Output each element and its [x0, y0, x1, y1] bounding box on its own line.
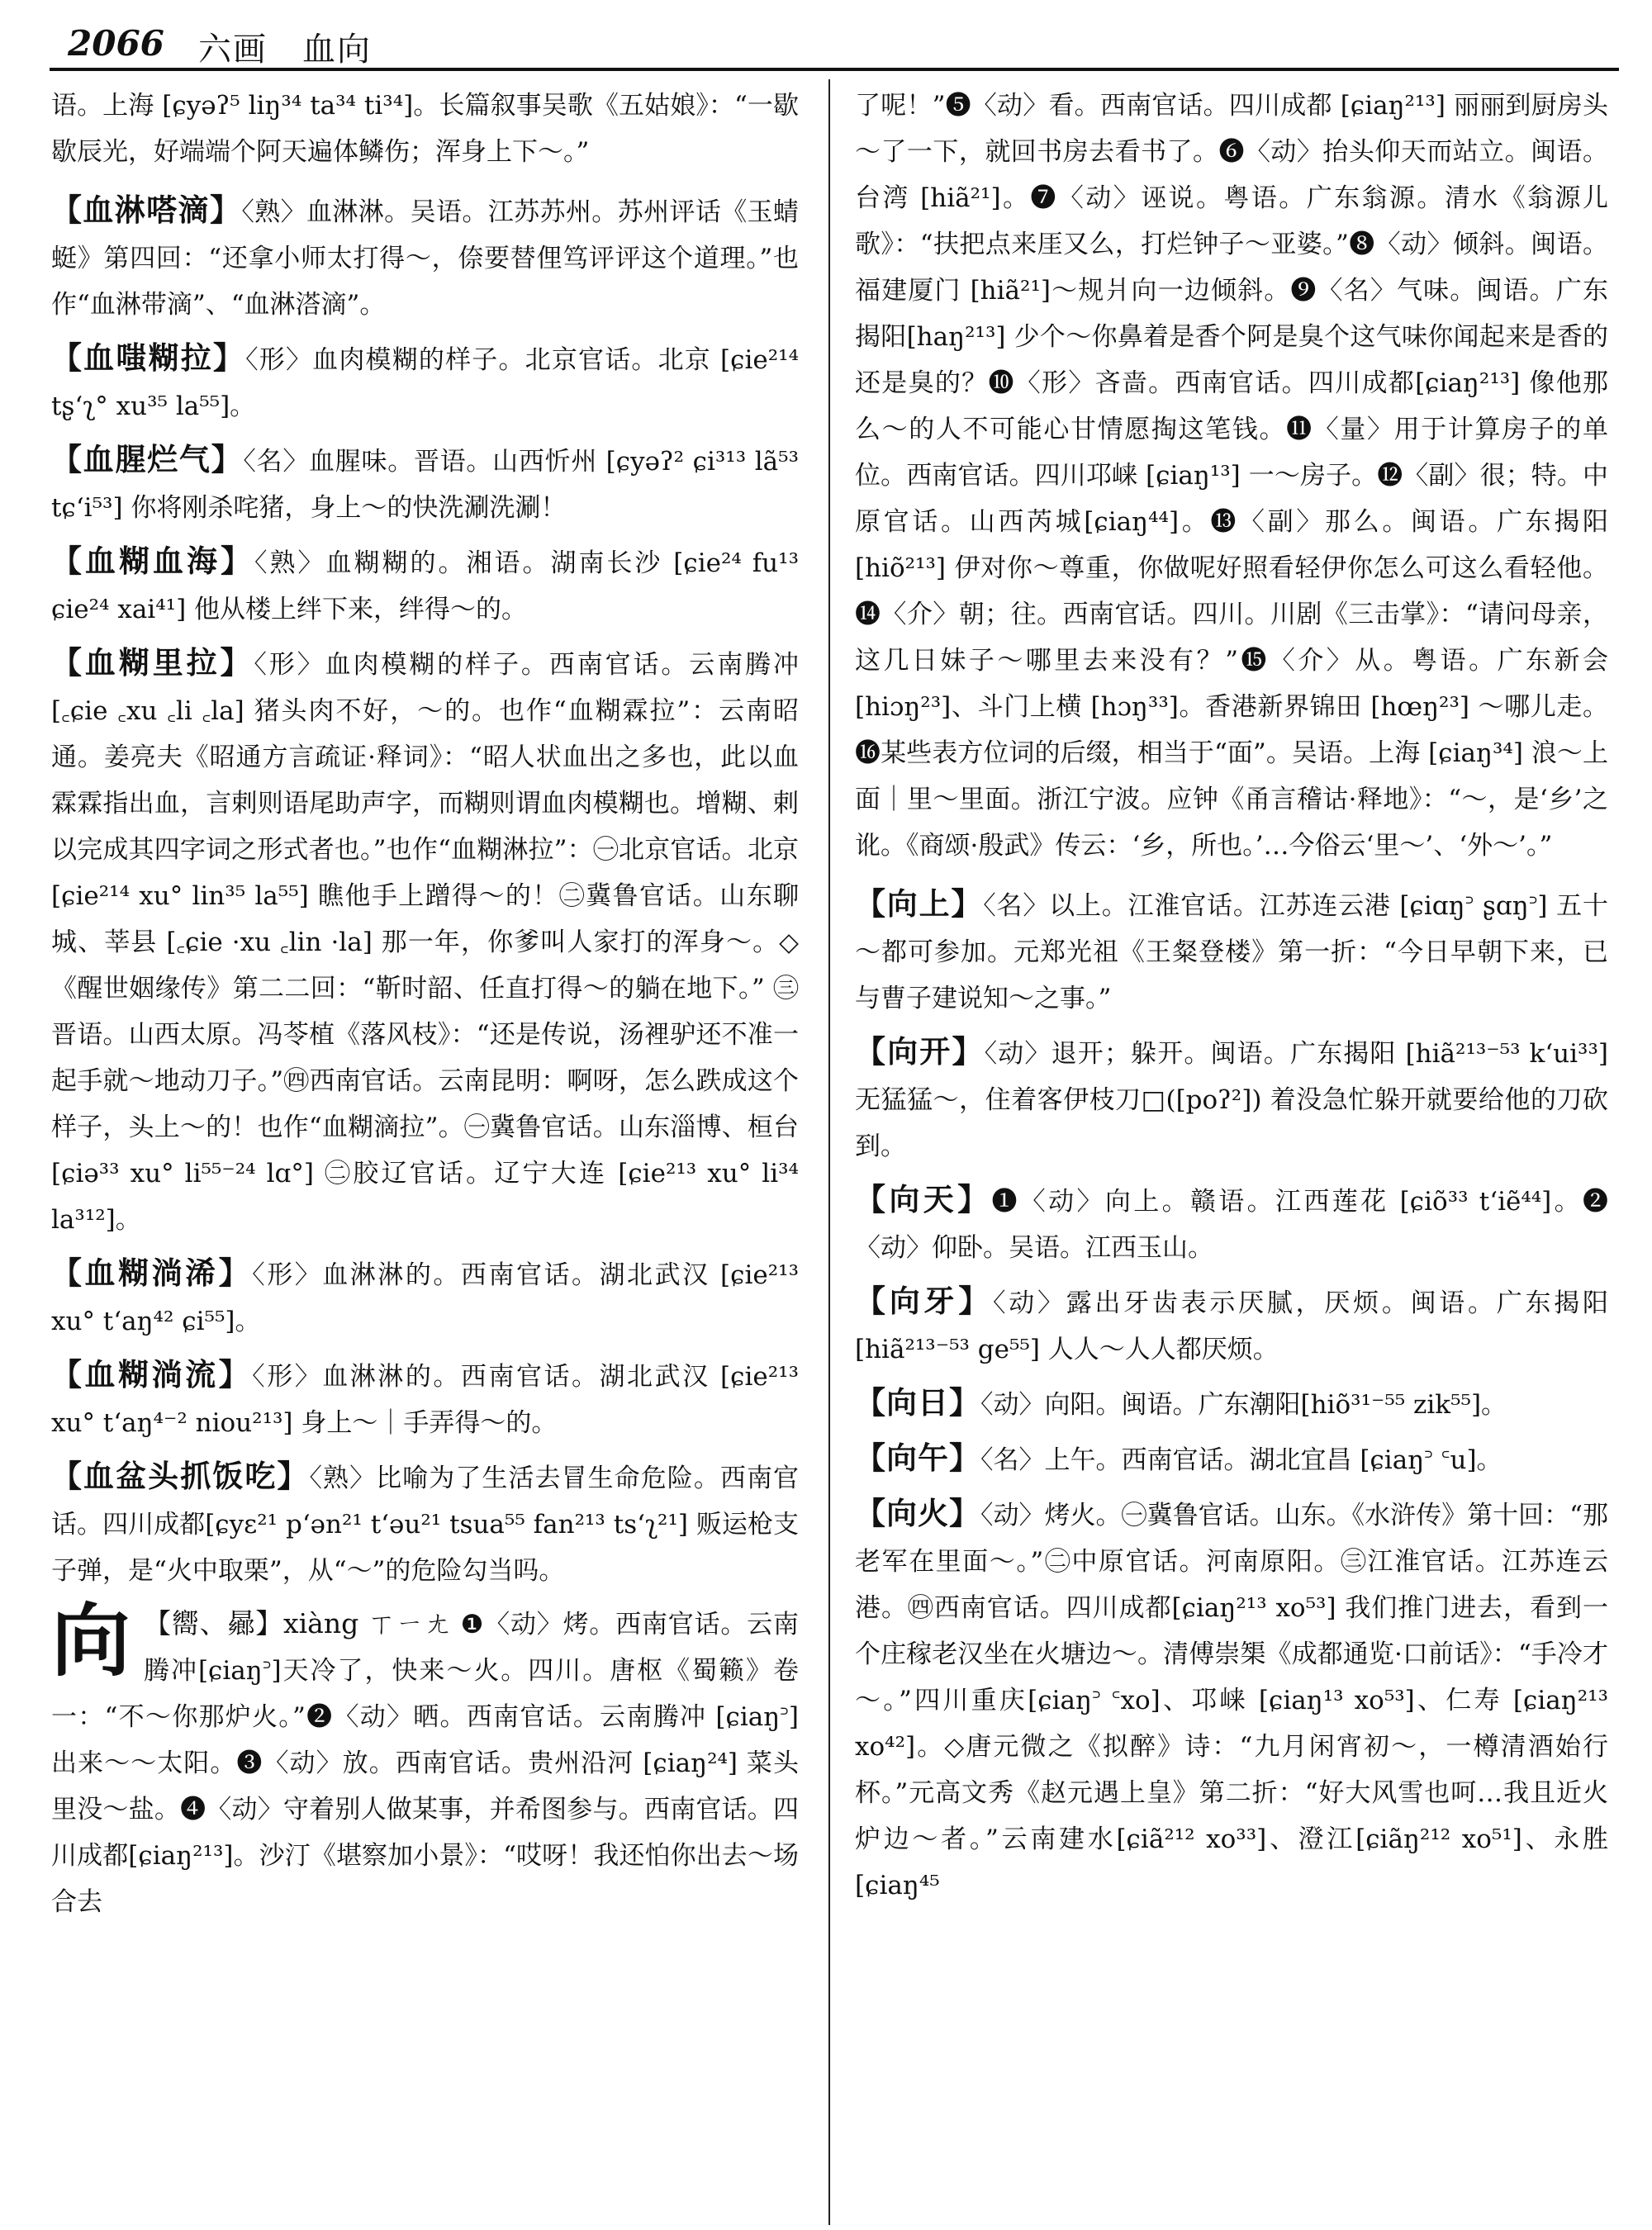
main-character: 向 [51, 1594, 131, 1687]
entry-headword: 【向天】 [855, 1181, 992, 1217]
right-column [855, 83, 1608, 2222]
dictionary-entry [855, 1278, 1608, 1373]
entry-headword: 【血腥烂气】 [51, 441, 244, 477]
dictionary-entry [51, 639, 799, 1243]
entry-headword: 【血嗤糊拉】 [51, 339, 246, 376]
page-number: 2066 [68, 23, 164, 64]
entry-body: 〈动〉露出牙齿表示厌腻，厌烦。闽语。广东揭阳 [hiã²¹³⁻⁵³ ge⁵⁵] 人人～人人都厌烦。 [855, 1288, 1608, 1364]
entry-headword: 【向火】 [855, 1495, 981, 1531]
entry-body: 〈形〉血肉模糊的样子。北京官话。北京 [ɕie²¹⁴ tʂʻʅ° xu³⁵ la⁵⁵]。 [51, 345, 799, 421]
entry-body: 〈名〉上午。西南官话。湖北宜昌 [ɕiaŋ꜄ ꜂u]。 [980, 1445, 1502, 1475]
dictionary-entry [51, 187, 799, 328]
column-divider [828, 79, 830, 2225]
dictionary-entry [855, 880, 1608, 1022]
entry-body: 〈动〉退开；躲开。闽语。广东揭阳 [hiã²¹³⁻⁵³ kʻui³³] 无猛猛～，住着客伊枝刀□([poʔ²]) 着没急忙躲开就要给他的刀砍到。 [855, 1039, 1608, 1161]
entry-body: 〈动〉向阳。闽语。广东潮阳[hiõ³¹⁻⁵⁵ zik⁵⁵]。 [980, 1390, 1507, 1420]
dictionary-entry [855, 1379, 1608, 1428]
entry-headword: 【向牙】 [855, 1283, 993, 1319]
dictionary-entry [855, 1176, 1608, 1271]
dictionary-entry [51, 1453, 799, 1594]
entry-body: 〈形〉血肉模糊的样子。西南官话。云南腾冲 [꜀ɕie ꜀xu ꜀li ꜀la] 猪头肉不好，～的。也作“血糊霖拉”：云南昭通。姜亮夫《昭通方言疏证·释词》：“昭人状血出之多也，此以血霖霖指出血，言剌则语尾助声字，而糊则谓血肉模糊也。增糊、剌以完成其四字词之形式者也。”也作“血糊淋拉”：㊀北京官话。北京 [ɕie²¹⁴ xu° lin³⁵ la⁵⁵] 瞧他手上蹭得～的！㊁冀鲁官话。山东聊城、莘县 [꜀ɕie ·xu ꜀lin ·la] 那一年，你爹叫人家打的浑身～。◇《醒世姻缘传》第二二回：“靳时韶、任直打得～的躺在地下。” ㊂晋语。山西太原。冯苓植《落风枝》：“还是传说，汤裡驴还不准一起手就～地动刀子。”㊃西南官话。云南昆明：啊呀，怎么跌成这个样子，头上～的！也作“血糊滴拉”。㊀冀鲁官话。山东淄博、桓台[ɕiə³³ xu° li⁵⁵⁻²⁴ lɑ°] ㊁胶辽官话。辽宁大连 [ɕie²¹³ xu° li³⁴ la³¹²]。 [51, 650, 799, 1235]
dictionary-entry [51, 436, 799, 531]
dictionary-entry [51, 538, 799, 633]
continuation-text: 语。上海 [ɕyəʔ⁵ liŋ³⁴ ta³⁴ ti³⁴]。长篇叙事吴歌《五姑娘》：“一歇歇辰光，好端端个阿天遍体鳞伤；浑身上下～。” [51, 91, 799, 167]
dictionary-entry [855, 1028, 1608, 1170]
entry-headword: 【向开】 [855, 1033, 985, 1070]
section-title: 六画 血向 [198, 31, 372, 69]
entry-headword: 【血盆头抓饭吃】 [51, 1458, 310, 1494]
entry-headword: 【向上】 [855, 885, 984, 922]
entry-body: ❶〈动〉向上。赣语。江西莲花 [ɕiõ³³ tʻiẽ⁴⁴]。❷〈动〉仰卧。吴语。江西玉山。 [855, 1187, 1608, 1263]
entry-body: 〈动〉烤火。㊀冀鲁官话。山东。《水浒传》第十回：“那老军在里面～。”㊁中原官话。河南原阳。㊂江淮官话。江苏连云港。㊃西南官话。四川成都[ɕiaŋ²¹³ xo⁵³] 我们推门进去，看到一个庄稼老汉坐在火塘边～。清傅崇榘《成都通览·口前话》：“手冷才～。”四川重庆[ɕiaŋ꜄ ꜂xo]、邛崃 [ɕiaŋ¹³ xo⁵³]、仁寿 [ɕiaŋ²¹³ xo⁴²]。◇唐元微之《拟醉》诗：“九月闲宵初～，一樽清酒始行杯。”元高文秀《赵元遇上皇》第二折：“好大风雪也呵…我且近火炉边～者。”云南建水[ɕiã²¹² xo³³]、澄江[ɕiãŋ²¹² xo⁵¹]、永胜 [ɕiaŋ⁴⁵ [855, 1501, 1608, 1900]
entry-body: 〈熟〉血糊糊的。湘语。湖南长沙 [ɕie²⁴ fu¹³ ɕie²⁴ xai⁴¹] 他从楼上绊下来，绊得～的。 [51, 548, 799, 624]
dictionary-entry [51, 334, 799, 429]
entry-headword: 【血糊里拉】 [51, 644, 254, 681]
character-variants-pinyin: 【嚮、曏】xiàng ㄒㄧㄤ [144, 1607, 452, 1639]
entry-headword: 【血糊血海】 [51, 543, 254, 579]
dictionary-entry [855, 1490, 1608, 1909]
entry-body: 〈名〉血腥味。晋语。山西忻州 [ɕyəʔ² ɕi³¹³ lã⁵³ tɕʻi⁵³] 你将刚杀咤猪，身上～的快洗涮洗涮！ [51, 447, 799, 523]
entry-body: ❶〈动〉烤。西南官话。云南腾冲[ɕiaŋ꜄]天冷了，快来～火。四川。唐枢《蜀籁》卷一：“不～你那炉火。”❷〈动〉晒。西南官话。云南腾冲 [ɕiaŋ꜄] 出来～～太阳。❸〈动〉放。西南官话。贵州沿河 [ɕiaŋ²⁴] 菜头里没～盐。❹〈动〉守着别人做某事，并希图参与。西南官话。四川成都[ɕiaŋ²¹³]。沙汀《堪察加小景》：“哎呀！我还怕你出去～场合去 [51, 1610, 799, 1917]
entry-body: 〈形〉血淋淋的。西南官话。湖北武汉 [ɕie²¹³ xu° tʻaŋ⁴⁻² niou²¹³] 身上～｜手弄得～的。 [51, 1362, 799, 1438]
dictionary-entry [51, 1351, 799, 1446]
left-column [51, 83, 799, 2222]
entry-body: 〈形〉血淋淋的。西南官话。湖北武汉 [ɕie²¹³ xu° tʻaŋ⁴² ɕi⁵⁵]。 [51, 1260, 799, 1336]
entry-headword: 【血糊淌流】 [51, 1356, 253, 1393]
entry-body: 〈熟〉血淋淋。吴语。江苏苏州。苏州评话《玉蜻蜓》第四回：“还拿小师太打得～，倷要替俚笃评评这个道理。”也作“血淋带滴”、“血淋溚滴”。 [51, 197, 799, 320]
entry-headword: 【向午】 [855, 1440, 980, 1476]
entry-headword: 【血淋嗒滴】 [51, 192, 242, 228]
entry-headword: 【血糊淌浠】 [51, 1255, 253, 1291]
page-header [50, 18, 1619, 71]
entry-body: 〈熟〉比喻为了生活去冒生命危险。西南官话。四川成都[ɕyɛ²¹ pʻən²¹ tʻəu²¹ tsua⁵⁵ fan²¹³ tsʻʅ²¹] 贩运枪支子弹，是“火中取栗”，从“～”的危险勾当吗。 [51, 1464, 799, 1586]
dictionary-entry [855, 1435, 1608, 1483]
entry-headword: 【向日】 [855, 1384, 980, 1421]
entry-body: 〈名〉以上。江淮官话。江苏连云港 [ɕiɑŋ꜄ ʂɑŋ꜄] 五十～都可参加。元郑光祖《王粲登楼》第一折：“今日早朝下来，已与曹子建说知～之事。” [855, 891, 1608, 1013]
continuation-text: 了呢！”❺〈动〉看。西南官话。四川成都 [ɕiaŋ²¹³] 丽丽到厨房头～了一下，就回书房去看书了。❻〈动〉抬头仰天而站立。闽语。台湾 [hiã²¹]。❼〈动〉诬说。粤语。广东翁源。清水《翁源儿歌》：“扶把点来厓又么，打烂钟子～亚婆。”❽〈动〉倾斜。闽语。福建厦门 [hiã²¹]～规爿向一边倾斜。❾〈名〉气味。闽语。广东揭阳[haŋ²¹³] 少个～你鼻着是香个阿是臭个这气味你闻起来是香的还是臭的？❿〈形〉吝啬。西南官话。四川成都[ɕiaŋ²¹³] 像他那么～的人不可能心甘情愿掏这笔钱。⓫〈量〉用于计算房子的单位。西南官话。四川邛崃 [ɕiaŋ¹³] 一～房子。⓬〈副〉很；特。中原官话。山西芮城[ɕiaŋ⁴⁴]。⓭〈副〉那么。闽语。广东揭阳 [hiõ²¹³] 伊对你～尊重，你做呢好照看轻伊你怎么可这么看轻他。⓮〈介〉朝；往。西南官话。四川。川剧《三击掌》：“请问母亲，这几日妹子～哪里去来没有？”⓯〈介〉从。粤语。广东新会 [hiɔŋ²³]、斗门上横 [hɔŋ³³]。香港新界锦田 [hœŋ²³] ～哪儿走。⓰某些表方位词的后缀，相当于“面”。吴语。上海 [ɕiaŋ³⁴] 浪～上面｜里～里面。浙江宁波。应钟《甬言稽诂·释地》：“～，是‘乡’之讹。《商颂·殷武》传云：‘乡，所也。’…今俗云‘里～’、‘外～’。” [855, 91, 1608, 861]
dictionary-entry [51, 1250, 799, 1345]
main-character-entry [51, 1594, 799, 1925]
